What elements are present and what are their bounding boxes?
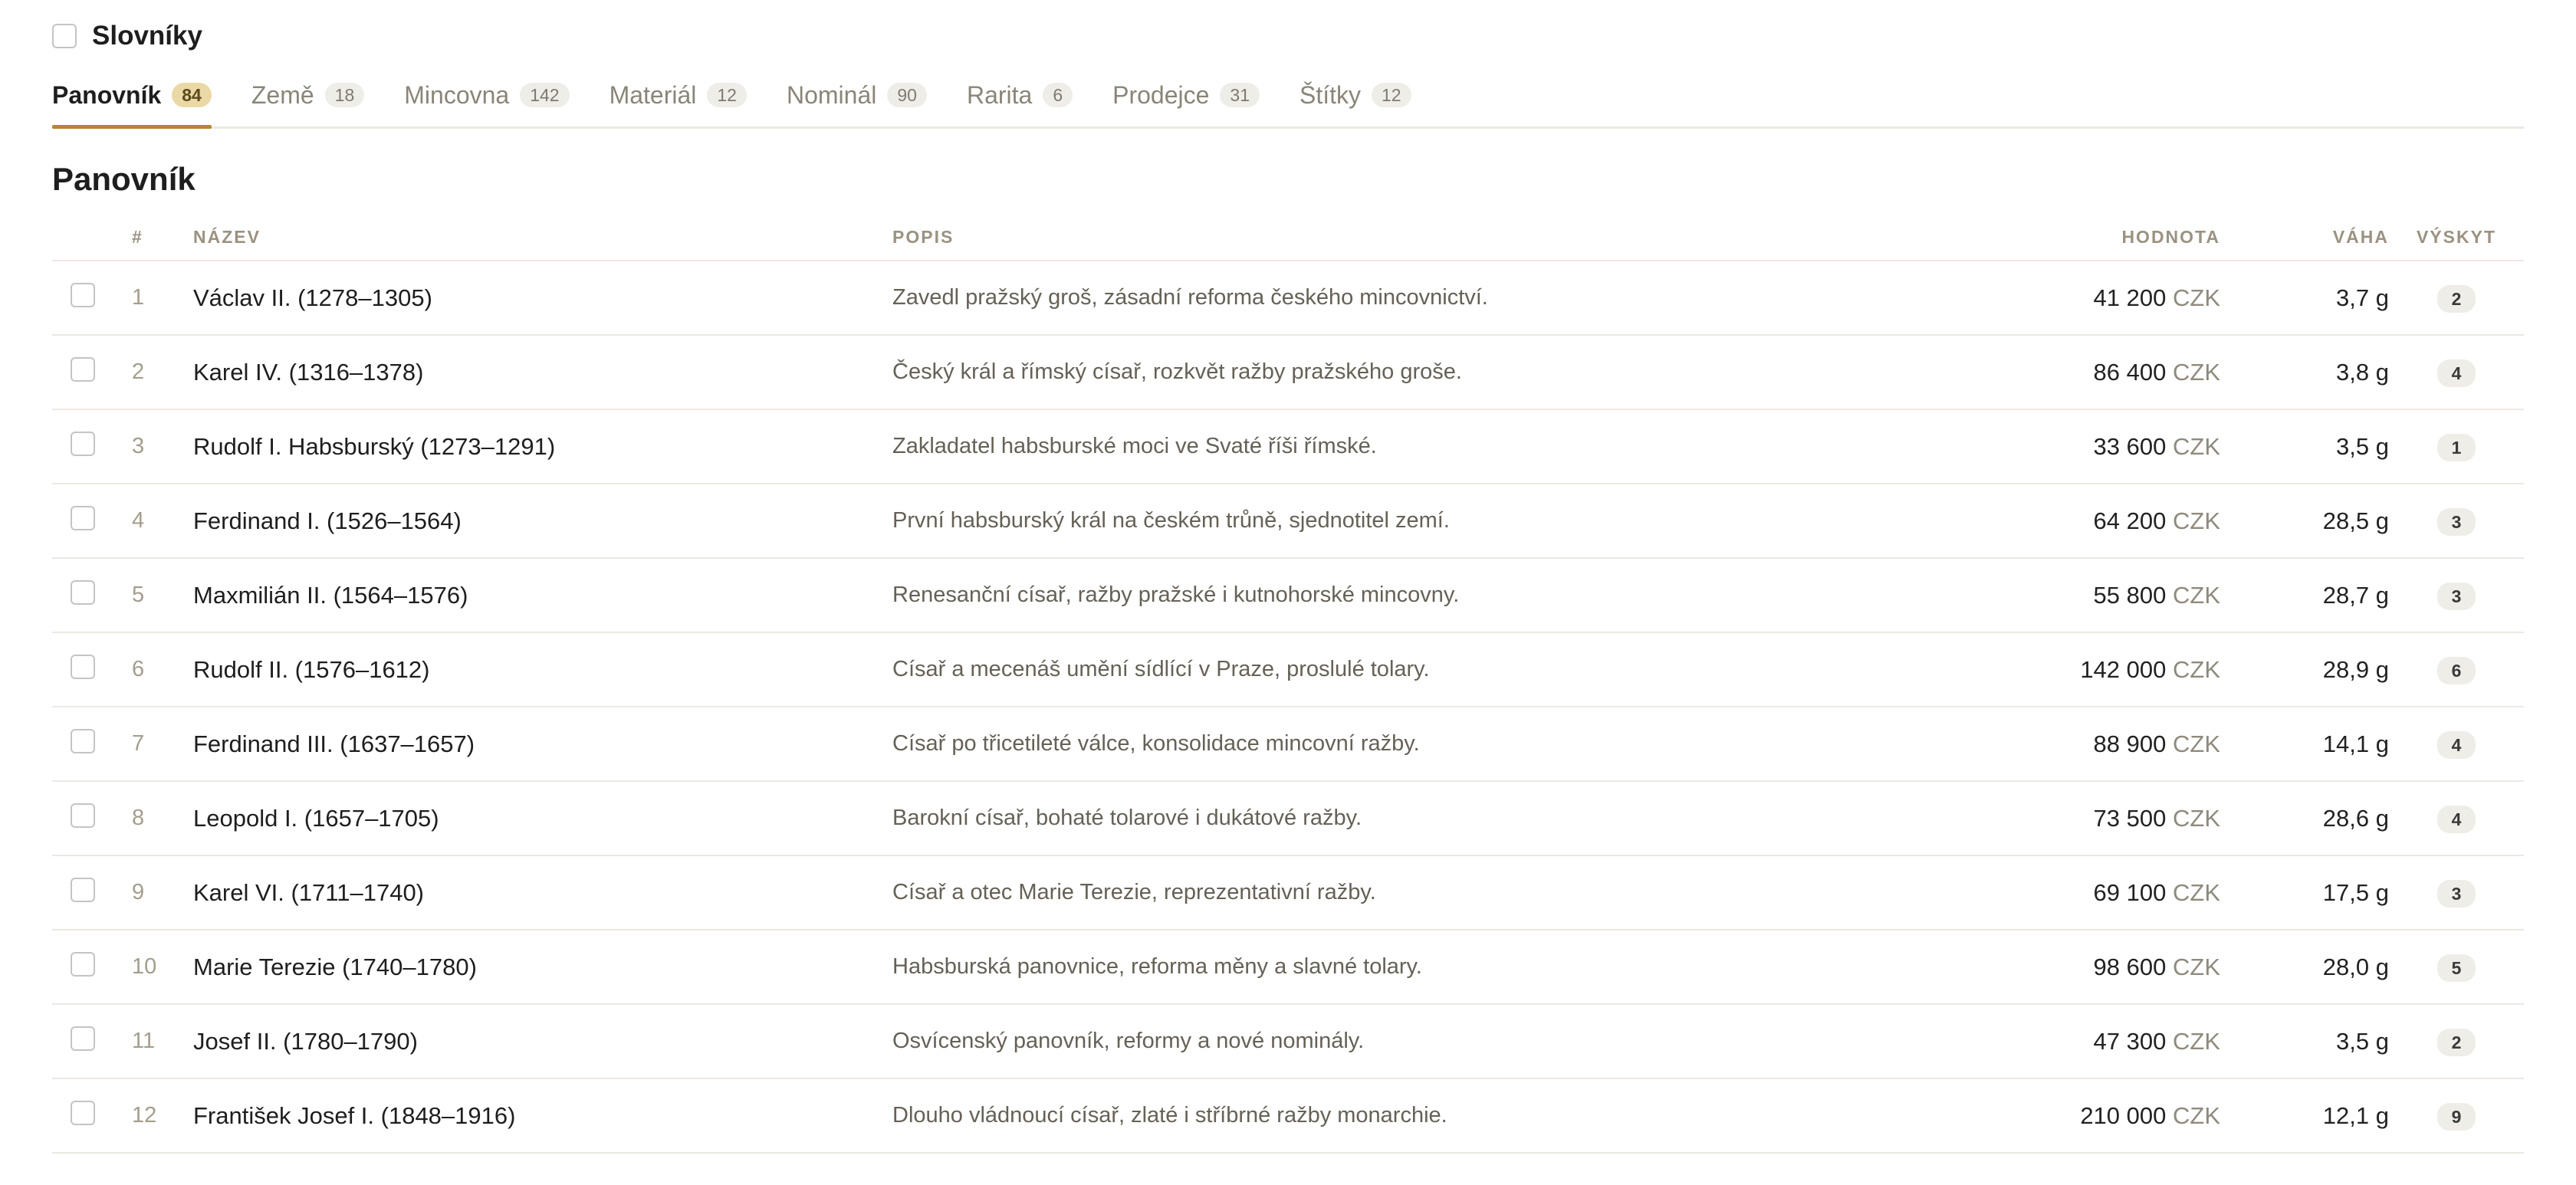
tab-rarita[interactable] bbox=[967, 70, 1073, 126]
ruler-description: Dlouho vládnoucí císař, zlaté i stříbrné ražby monarchie. bbox=[892, 1078, 2021, 1153]
occurrence-badge: 3 bbox=[2437, 508, 2476, 536]
row-checkbox[interactable] bbox=[71, 1026, 95, 1051]
weight-cell: 3,8 g bbox=[2220, 335, 2389, 409]
row-select-cell bbox=[52, 632, 132, 707]
weight-cell: 3,5 g bbox=[2220, 409, 2389, 484]
row-checkbox[interactable] bbox=[71, 655, 95, 679]
row-select-cell bbox=[52, 855, 132, 930]
tab-label: Nominál bbox=[786, 80, 877, 109]
occurrence-cell bbox=[2389, 855, 2524, 930]
table-row[interactable] bbox=[52, 930, 2524, 1004]
ruler-name: Maxmilián II. (1564–1576) bbox=[193, 558, 892, 632]
row-select-cell bbox=[52, 930, 132, 1004]
occurrence-cell bbox=[2389, 558, 2524, 632]
table-row[interactable] bbox=[52, 632, 2524, 707]
header-value[interactable]: HODNOTA bbox=[2021, 215, 2220, 261]
tab-label: Materiál bbox=[609, 80, 697, 109]
value-amount: 33 600 bbox=[2093, 432, 2167, 460]
table-row[interactable] bbox=[52, 707, 2524, 781]
page-title: Slovníky bbox=[92, 21, 202, 51]
tab-prodejce[interactable] bbox=[1112, 70, 1260, 126]
value-cell bbox=[2021, 558, 2220, 632]
row-number: 2 bbox=[132, 335, 193, 409]
weight-cell: 3,7 g bbox=[2220, 261, 2389, 335]
select-all-checkbox[interactable] bbox=[52, 24, 77, 48]
currency-label: CZK bbox=[2173, 655, 2220, 683]
currency-label: CZK bbox=[2173, 358, 2220, 386]
value-amount: 210 000 bbox=[2080, 1101, 2167, 1129]
ruler-name: Václav II. (1278–1305) bbox=[193, 261, 892, 335]
tab-count-badge: 90 bbox=[887, 83, 927, 107]
ruler-name: Karel VI. (1711–1740) bbox=[193, 855, 892, 930]
ruler-name: František Josef I. (1848–1916) bbox=[193, 1078, 892, 1153]
ruler-name: Ferdinand III. (1637–1657) bbox=[193, 707, 892, 781]
table-body bbox=[52, 261, 2524, 1153]
currency-label: CZK bbox=[2173, 730, 2220, 757]
currency-label: CZK bbox=[2173, 878, 2220, 906]
row-checkbox[interactable] bbox=[71, 729, 95, 753]
page-header bbox=[52, 0, 2524, 72]
ruler-description: Císař po třicetileté válce, konsolidace mincovní ražby. bbox=[892, 707, 2021, 781]
header-weight[interactable]: VÁHA bbox=[2220, 215, 2389, 261]
row-select-cell bbox=[52, 335, 132, 409]
ruler-description: Zavedl pražský groš, zásadní reforma českého mincovnictví. bbox=[892, 261, 2021, 335]
occurrence-cell bbox=[2389, 261, 2524, 335]
tab-label: Panovník bbox=[52, 80, 162, 109]
value-cell bbox=[2021, 484, 2220, 558]
row-checkbox[interactable] bbox=[71, 357, 95, 382]
ruler-description: Císař a otec Marie Terezie, reprezentativní ražby. bbox=[892, 855, 2021, 930]
row-number: 12 bbox=[132, 1078, 193, 1153]
currency-label: CZK bbox=[2173, 581, 2220, 609]
row-number: 1 bbox=[132, 261, 193, 335]
weight-cell: 28,0 g bbox=[2220, 930, 2389, 1004]
ruler-name: Rudolf I. Habsburský (1273–1291) bbox=[193, 409, 892, 484]
weight-cell: 17,5 g bbox=[2220, 855, 2389, 930]
weight-cell: 28,6 g bbox=[2220, 781, 2389, 855]
occurrence-cell bbox=[2389, 1078, 2524, 1153]
occurrence-badge: 3 bbox=[2437, 583, 2476, 610]
currency-label: CZK bbox=[2173, 432, 2220, 460]
value-cell bbox=[2021, 855, 2220, 930]
value-cell bbox=[2021, 1078, 2220, 1153]
value-amount: 98 600 bbox=[2093, 953, 2167, 980]
occurrence-cell bbox=[2389, 335, 2524, 409]
tab-label: Země bbox=[251, 80, 314, 109]
ruler-description: Osvícenský panovník, reformy a nové nominály. bbox=[892, 1004, 2021, 1078]
tab-count-badge: 142 bbox=[520, 83, 569, 107]
currency-label: CZK bbox=[2173, 953, 2220, 980]
row-number: 10 bbox=[132, 930, 193, 1004]
row-select-cell bbox=[52, 558, 132, 632]
tab-count-badge: 12 bbox=[707, 83, 747, 107]
ruler-name: Josef II. (1780–1790) bbox=[193, 1004, 892, 1078]
tab-panovnik[interactable] bbox=[52, 70, 212, 126]
weight-cell: 14,1 g bbox=[2220, 707, 2389, 781]
table-row[interactable] bbox=[52, 1078, 2524, 1153]
occurrence-cell bbox=[2389, 1004, 2524, 1078]
tab-bar bbox=[52, 72, 2524, 129]
ruler-description: Renesanční císař, ražby pražské i kutnohorské mincovny. bbox=[892, 558, 2021, 632]
occurrence-badge: 5 bbox=[2437, 954, 2476, 982]
value-amount: 86 400 bbox=[2093, 358, 2167, 386]
ruler-description: Císař a mecenáš umění sídlící v Praze, proslulé tolary. bbox=[892, 632, 2021, 707]
row-checkbox[interactable] bbox=[71, 1101, 95, 1125]
row-select-cell bbox=[52, 781, 132, 855]
occurrence-cell bbox=[2389, 707, 2524, 781]
value-cell bbox=[2021, 707, 2220, 781]
currency-label: CZK bbox=[2173, 804, 2220, 832]
row-checkbox[interactable] bbox=[71, 432, 95, 456]
currency-label: CZK bbox=[2173, 1027, 2220, 1055]
row-number: 4 bbox=[132, 484, 193, 558]
row-number: 8 bbox=[132, 781, 193, 855]
weight-cell: 28,9 g bbox=[2220, 632, 2389, 707]
header-number: # bbox=[132, 215, 193, 261]
value-amount: 88 900 bbox=[2093, 730, 2167, 757]
occurrence-badge: 1 bbox=[2437, 434, 2476, 461]
tab-count-badge: 84 bbox=[172, 83, 212, 107]
ruler-description: První habsburský král na českém trůně, sjednotitel zemí. bbox=[892, 484, 2021, 558]
tab-count-badge: 12 bbox=[1372, 83, 1411, 107]
occurrence-badge: 9 bbox=[2437, 1103, 2476, 1131]
header-occurrence[interactable]: VÝSKYT bbox=[2389, 215, 2524, 261]
occurrence-cell bbox=[2389, 930, 2524, 1004]
occurrence-cell bbox=[2389, 781, 2524, 855]
row-number: 11 bbox=[132, 1004, 193, 1078]
tab-material[interactable] bbox=[610, 70, 747, 126]
value-cell bbox=[2021, 632, 2220, 707]
section-title: Panovník bbox=[52, 161, 196, 197]
occurrence-badge: 3 bbox=[2437, 880, 2476, 908]
table-row[interactable] bbox=[52, 1004, 2524, 1078]
row-select-cell bbox=[52, 1078, 132, 1153]
row-checkbox[interactable] bbox=[71, 580, 95, 605]
row-checkbox[interactable] bbox=[71, 878, 95, 902]
tab-count-badge: 31 bbox=[1220, 83, 1260, 107]
value-amount: 55 800 bbox=[2093, 581, 2167, 609]
ruler-name: Karel IV. (1316–1378) bbox=[193, 335, 892, 409]
weight-cell: 12,1 g bbox=[2220, 1078, 2389, 1153]
currency-label: CZK bbox=[2173, 284, 2220, 311]
header-select bbox=[52, 215, 132, 261]
occurrence-badge: 2 bbox=[2437, 1029, 2476, 1056]
row-select-cell bbox=[52, 261, 132, 335]
table-header-row bbox=[52, 215, 2524, 261]
value-amount: 64 200 bbox=[2093, 507, 2167, 534]
occurrence-cell bbox=[2389, 484, 2524, 558]
tab-mincovna[interactable] bbox=[404, 70, 569, 126]
row-number: 3 bbox=[132, 409, 193, 484]
row-select-cell bbox=[52, 707, 132, 781]
row-checkbox[interactable] bbox=[71, 283, 95, 307]
ruler-name: Leopold I. (1657–1705) bbox=[193, 781, 892, 855]
value-cell bbox=[2021, 1004, 2220, 1078]
row-number: 5 bbox=[132, 558, 193, 632]
value-amount: 41 200 bbox=[2093, 284, 2167, 311]
ruler-description: Barokní císař, bohaté tolarové i dukátové ražby. bbox=[892, 781, 2021, 855]
value-cell bbox=[2021, 781, 2220, 855]
weight-cell: 28,7 g bbox=[2220, 558, 2389, 632]
table-row[interactable] bbox=[52, 484, 2524, 558]
tab-count-badge: 6 bbox=[1043, 83, 1073, 107]
tab-label: Rarita bbox=[966, 80, 1033, 109]
ruler-description: Zakladatel habsburské moci ve Svaté říši římské. bbox=[892, 409, 2021, 484]
occurrence-badge: 6 bbox=[2437, 657, 2476, 684]
table-row[interactable] bbox=[52, 409, 2524, 484]
table-row[interactable] bbox=[52, 261, 2524, 335]
currency-label: CZK bbox=[2173, 507, 2220, 534]
ruler-name: Marie Terezie (1740–1780) bbox=[193, 930, 892, 1004]
value-amount: 73 500 bbox=[2093, 804, 2167, 832]
ruler-name: Rudolf II. (1576–1612) bbox=[193, 632, 892, 707]
row-checkbox[interactable] bbox=[71, 803, 95, 828]
table-row[interactable] bbox=[52, 855, 2524, 930]
value-cell bbox=[2021, 335, 2220, 409]
value-amount: 142 000 bbox=[2080, 655, 2167, 683]
row-checkbox[interactable] bbox=[71, 506, 95, 530]
occurrence-badge: 4 bbox=[2437, 806, 2476, 833]
table-row[interactable] bbox=[52, 335, 2524, 409]
tab-count-badge: 18 bbox=[325, 83, 365, 107]
tab-label: Prodejce bbox=[1112, 80, 1210, 109]
weight-cell: 3,5 g bbox=[2220, 1004, 2389, 1078]
occurrence-cell bbox=[2389, 632, 2524, 707]
table-row[interactable] bbox=[52, 781, 2524, 855]
header-description[interactable]: POPIS bbox=[892, 215, 2021, 261]
value-amount: 47 300 bbox=[2093, 1027, 2167, 1055]
row-select-cell bbox=[52, 484, 132, 558]
weight-cell: 28,5 g bbox=[2220, 484, 2389, 558]
tab-label: Mincovna bbox=[404, 80, 510, 109]
rulers-table bbox=[52, 215, 2524, 1154]
tab-nominal[interactable] bbox=[787, 70, 927, 126]
ruler-description: Český král a římský císař, rozkvět ražby pražského groše. bbox=[892, 335, 2021, 409]
row-number: 7 bbox=[132, 707, 193, 781]
row-checkbox[interactable] bbox=[71, 952, 95, 977]
header-name[interactable]: NÁZEV bbox=[193, 215, 892, 261]
occurrence-badge: 4 bbox=[2437, 359, 2476, 387]
row-number: 6 bbox=[132, 632, 193, 707]
currency-label: CZK bbox=[2173, 1101, 2220, 1129]
row-number: 9 bbox=[132, 855, 193, 930]
table-row[interactable] bbox=[52, 558, 2524, 632]
ruler-description: Habsburská panovnice, reforma měny a slavné tolary. bbox=[892, 930, 2021, 1004]
row-select-cell bbox=[52, 1004, 132, 1078]
value-cell bbox=[2021, 930, 2220, 1004]
occurrence-cell bbox=[2389, 409, 2524, 484]
value-cell bbox=[2021, 261, 2220, 335]
value-amount: 69 100 bbox=[2093, 878, 2167, 906]
row-select-cell bbox=[52, 409, 132, 484]
tab-stitky[interactable] bbox=[1300, 70, 1411, 126]
occurrence-badge: 2 bbox=[2437, 285, 2476, 313]
ruler-name: Ferdinand I. (1526–1564) bbox=[193, 484, 892, 558]
value-cell bbox=[2021, 409, 2220, 484]
tab-zeme[interactable] bbox=[251, 70, 364, 126]
occurrence-badge: 4 bbox=[2437, 731, 2476, 759]
tab-label: Štítky bbox=[1300, 80, 1362, 109]
